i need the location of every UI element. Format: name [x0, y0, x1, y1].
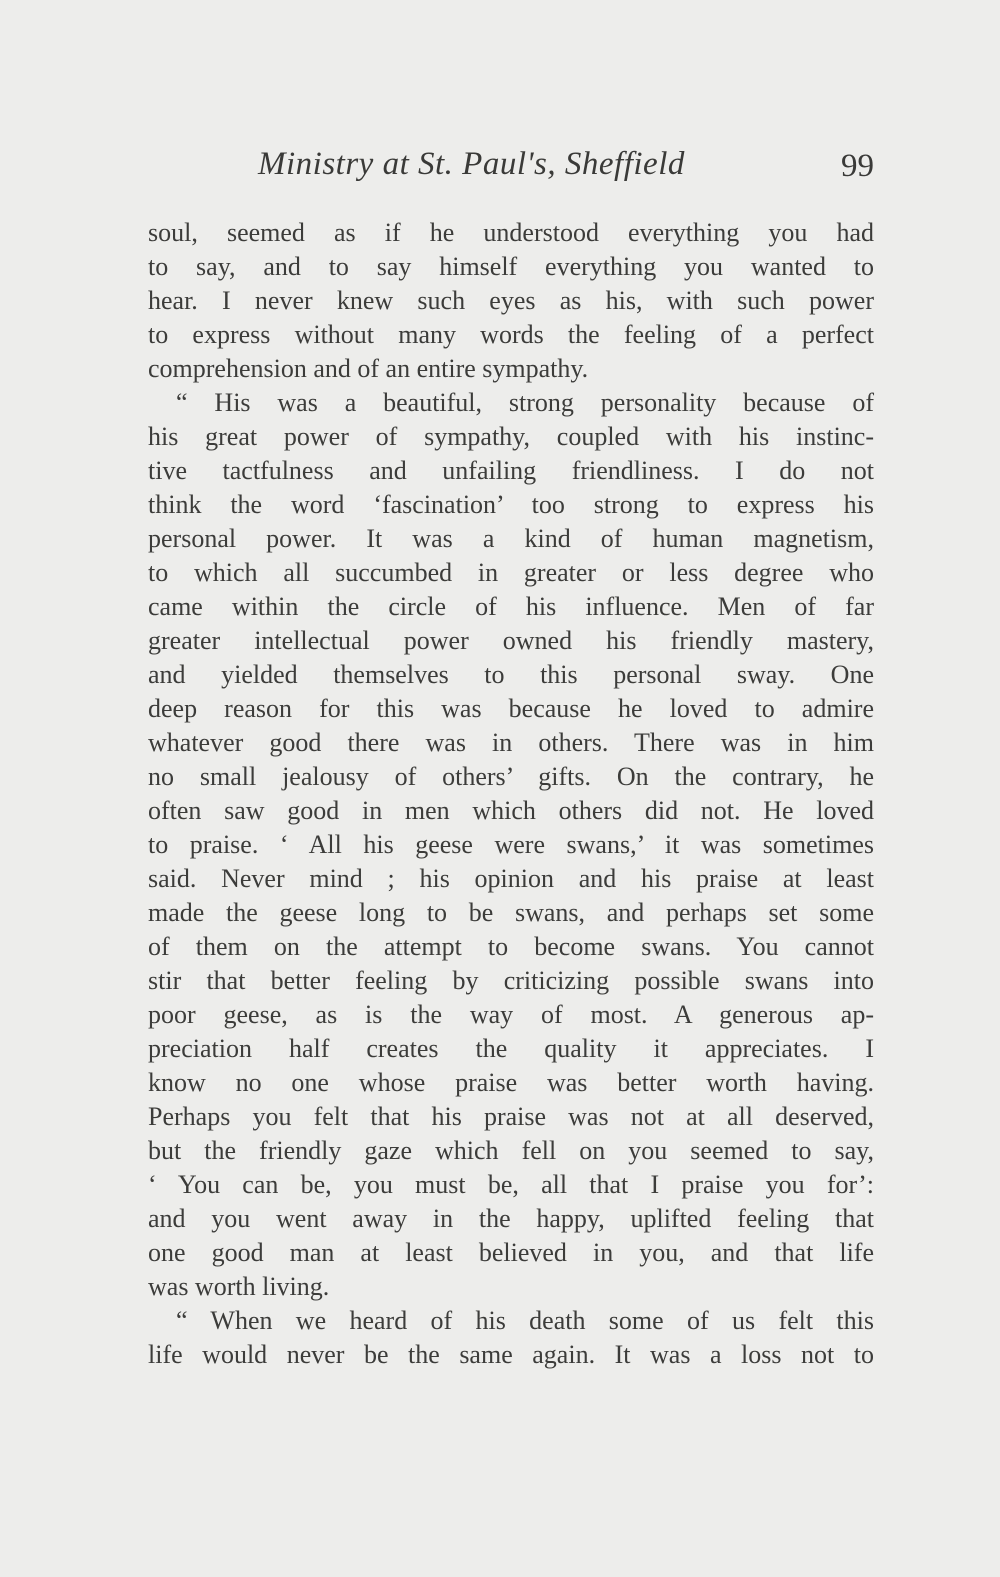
running-title: Ministry at St. Paul's, Sheffield — [258, 146, 685, 182]
text-line: “ His was a beautiful, strong personality because of — [176, 388, 874, 417]
text-line: one good man at least believed in you, and that life — [148, 1238, 874, 1267]
text-line: and yielded themselves to this personal sway. One — [148, 660, 874, 689]
text-line: made the geese long to be swans, and perhaps set some — [148, 898, 874, 927]
text-line: think the word ‘fascination’ too strong to express his — [148, 490, 874, 519]
text-line: deep reason for this was because he loved to admire — [148, 694, 874, 723]
text-line: no small jealousy of others’ gifts. On the contrary, he — [148, 762, 874, 791]
text-line: hear. I never knew such eyes as his, with such power — [148, 286, 874, 315]
text-line: said. Never mind ; his opinion and his praise at least — [148, 864, 874, 893]
text-line: and you went away in the happy, uplifted feeling that — [148, 1204, 874, 1233]
text-line: greater intellectual power owned his friendly mastery, — [148, 626, 874, 655]
text-line: stir that better feeling by criticizing possible swans into — [148, 966, 874, 995]
text-line: soul, seemed as if he understood everything you had — [148, 218, 874, 247]
text-line: poor geese, as is the way of most. A generous ap- — [148, 1000, 874, 1029]
text-line: to say, and to say himself everything you wanted to — [148, 252, 874, 281]
text-line: his great power of sympathy, coupled with his instinc- — [148, 422, 874, 451]
text-line: personal power. It was a kind of human magnetism, — [148, 524, 874, 553]
text-line: but the friendly gaze which fell on you seemed to say, — [148, 1136, 874, 1165]
text-line: life would never be the same again. It was a loss not to — [148, 1340, 874, 1369]
text-line: tive tactfulness and unfailing friendliness. I do not — [148, 456, 874, 485]
running-head — [148, 146, 874, 196]
text-line: ‘ You can be, you must be, all that I praise you for’: — [148, 1170, 874, 1199]
text-line: to praise. ‘ All his geese were swans,’ it was sometimes — [148, 830, 874, 859]
text-line: was worth living. — [148, 1272, 330, 1301]
text-line: “ When we heard of his death some of us felt this — [176, 1306, 874, 1335]
text-line: to express without many words the feeling of a perfect — [148, 320, 874, 349]
text-line: came within the circle of his influence. Men of far — [148, 592, 874, 621]
text-line: know no one whose praise was better worth having. — [148, 1068, 874, 1097]
text-line: comprehension and of an entire sympathy. — [148, 354, 589, 383]
text-line: whatever good there was in others. There was in him — [148, 728, 874, 757]
text-line: Perhaps you felt that his praise was not at all deserved, — [148, 1102, 874, 1131]
text-line: preciation half creates the quality it appreciates. I — [148, 1034, 874, 1063]
body-text — [148, 216, 874, 1372]
text-line: often saw good in men which others did not. He loved — [148, 796, 874, 825]
text-line: of them on the attempt to become swans. You cannot — [148, 932, 874, 961]
text-line: to which all succumbed in greater or less degree who — [148, 558, 874, 587]
page-number: 99 — [841, 148, 874, 184]
